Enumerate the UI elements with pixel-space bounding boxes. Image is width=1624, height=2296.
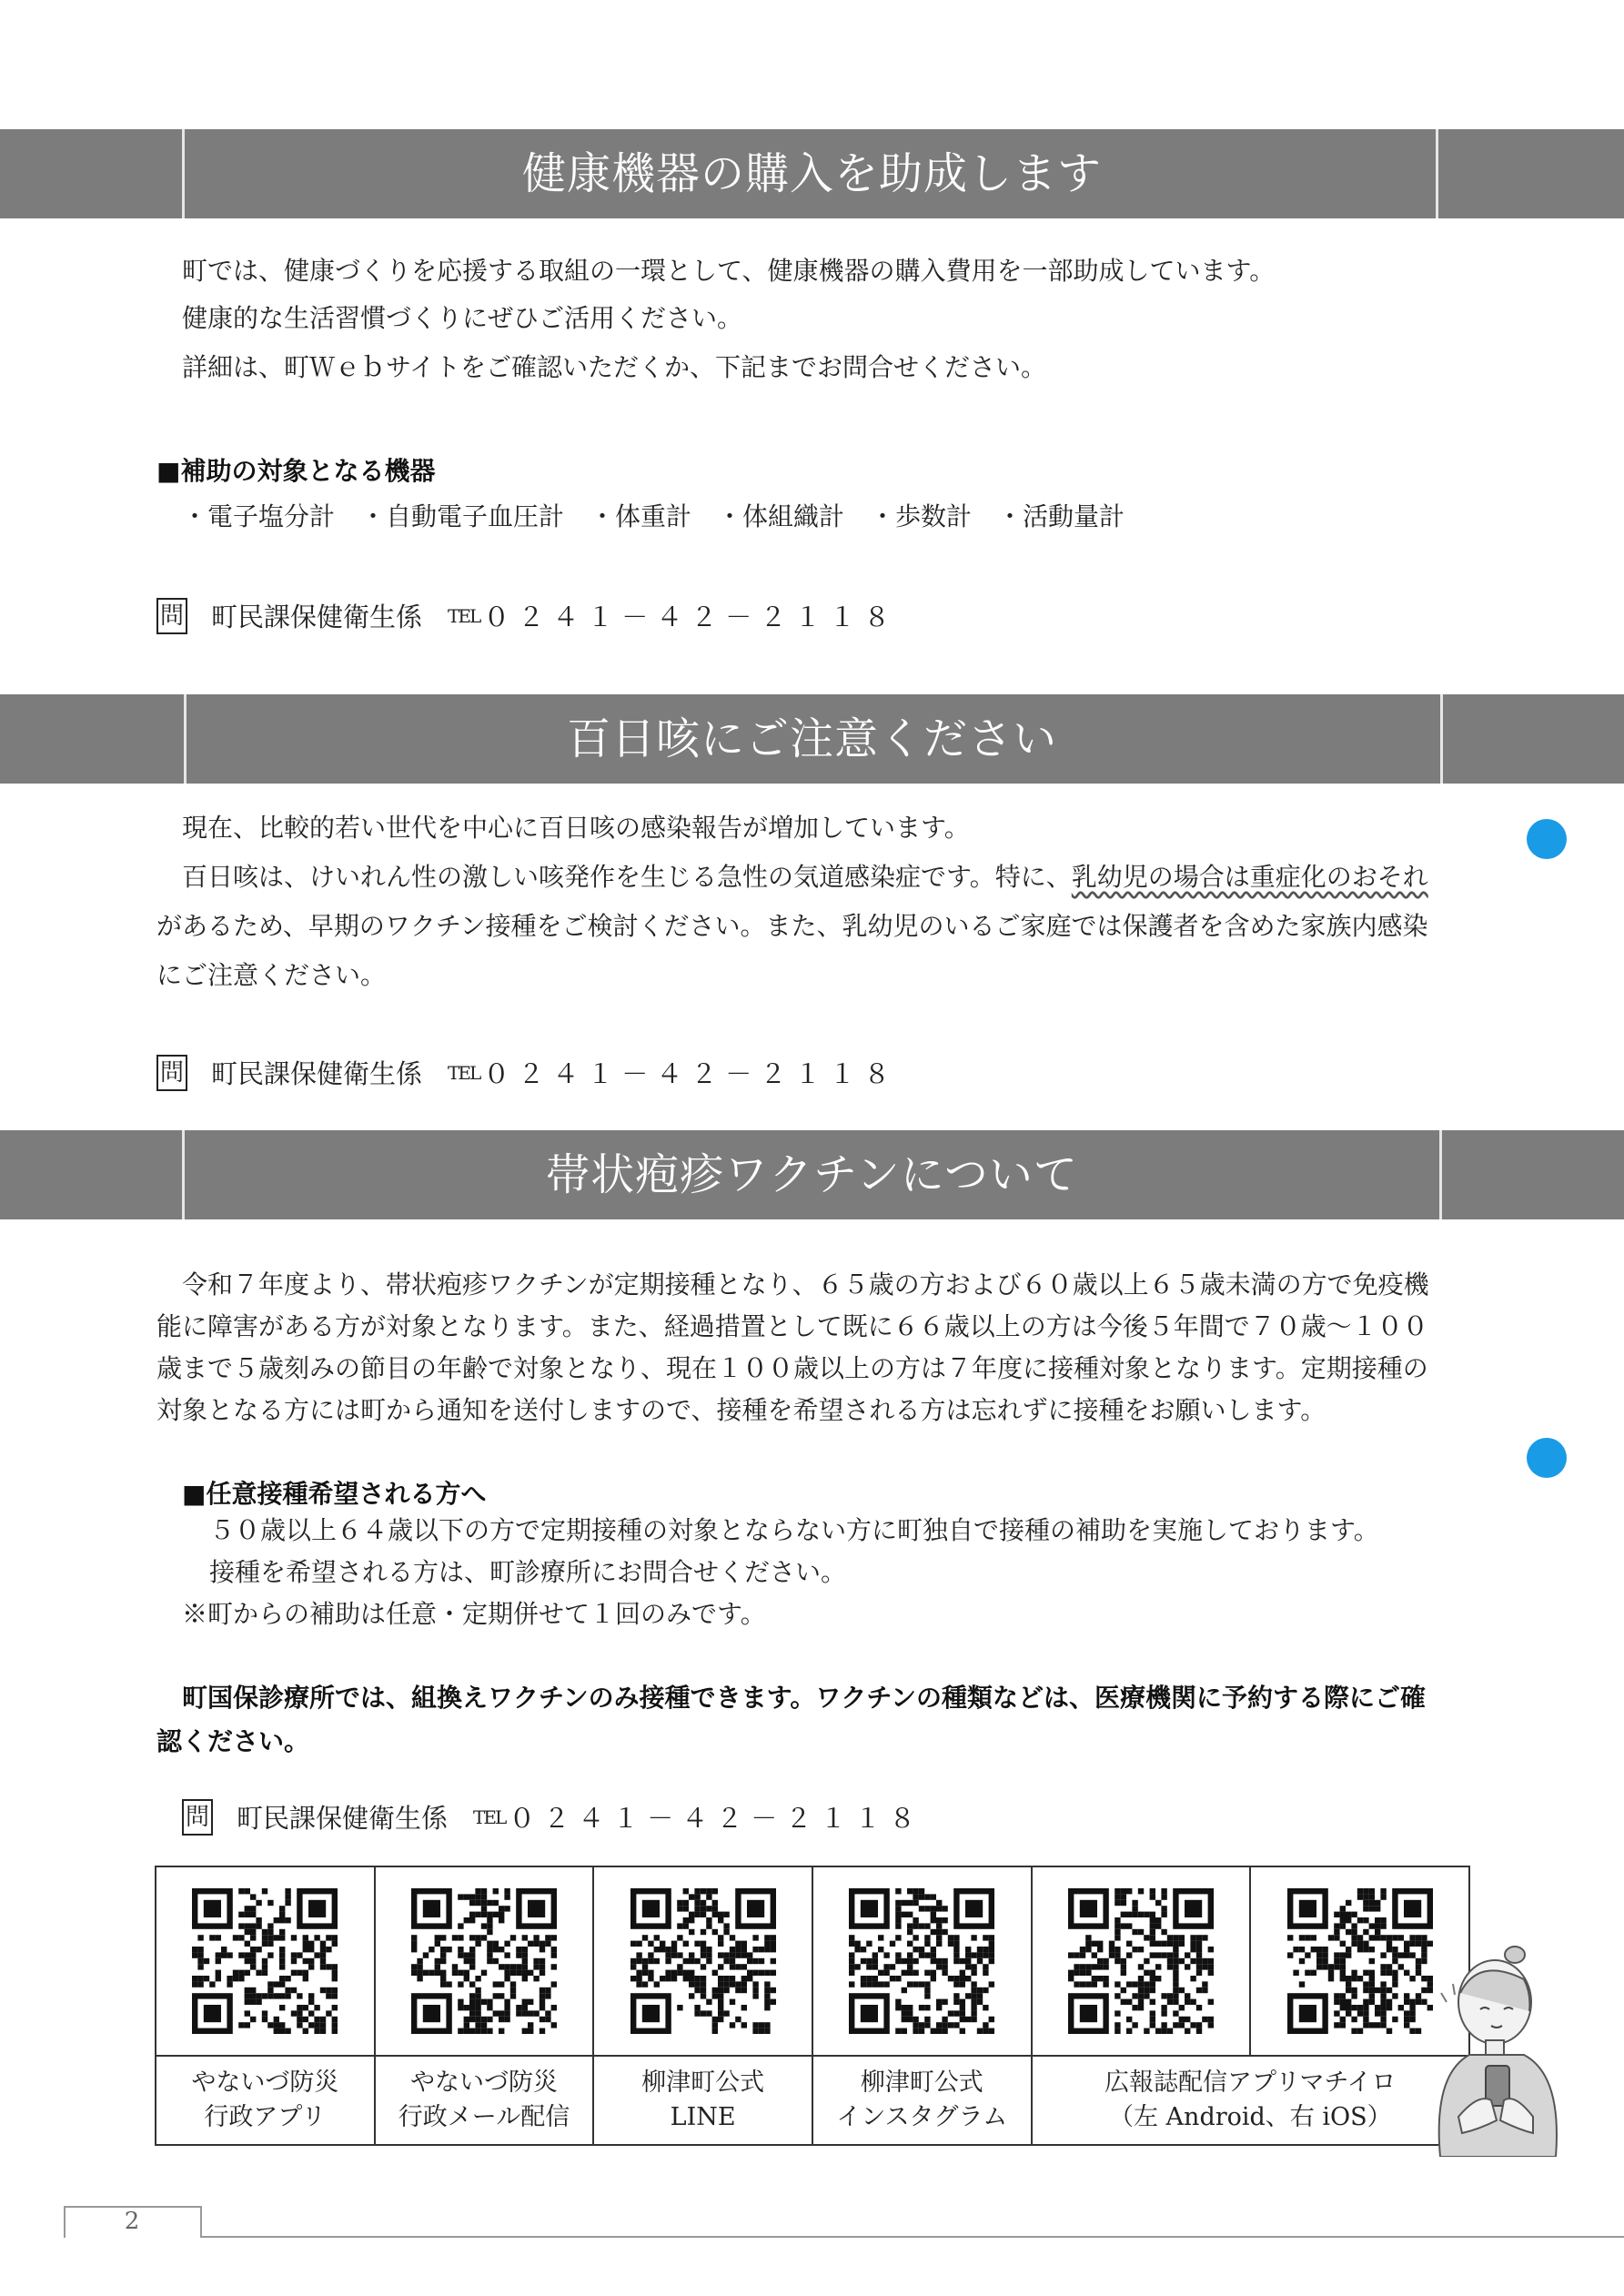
health-paragraph-1: 町では、健康づくりを応援する取組の一環として、健康機器の購入費用を一部助成しています。 <box>182 256 1276 286</box>
tel-label: TEL <box>473 1805 506 1828</box>
qr-label <box>1032 2056 1469 2145</box>
shingles-paragraph-4: 対象となる方には町から通知を送付しますので、接種を希望される方は忘れずに接種をお願いします。 <box>156 1395 1326 1425</box>
contact-line <box>182 1798 923 1836</box>
qr-cell <box>156 1866 375 2056</box>
qr-label-line-2: （左 Android、右 iOS） <box>1108 2103 1392 2131</box>
shingles-paragraph-2: 能に障害がある方が対象となります。また、経過措置として既に６６歳以上の方は今後５年間で７０歳～１００ <box>156 1311 1428 1341</box>
pertussis-emphasis: 乳幼児の場合は重症化のおそれ <box>1071 862 1428 892</box>
voluntary-line-1: ５０歳以上６４歳以下の方で定期接種の対象とならない方に町独自で接種の補助を実施しております。 <box>209 1515 1379 1545</box>
health-device-list: ・電子塩分計 ・自動電子血圧計 ・体重計 ・体組織計 ・歩数計 ・活動量計 <box>182 501 1125 531</box>
contact-dept: 町民課保健衛生係 <box>211 602 423 632</box>
pertussis-paragraph-4: にご注意ください。 <box>156 960 387 990</box>
qr-code-icon[interactable] <box>849 1888 994 2034</box>
qr-label-line-2: 行政アプリ <box>204 2103 327 2131</box>
qr-code-icon[interactable] <box>630 1888 776 2034</box>
qr-label <box>593 2056 812 2145</box>
section-title: 百日咳にご注意ください <box>566 713 1057 764</box>
pertussis-text: 百日咳は、けいれん性の激しい咳発作を生じる急性の気道感染症です。特に、 <box>182 862 1072 892</box>
contact-line <box>156 597 898 634</box>
qr-label-line-1: 柳津町公式 <box>641 2068 765 2097</box>
qr-label-line-2: 行政メール配信 <box>398 2103 570 2131</box>
section-header-pertussis <box>0 694 1624 784</box>
section-header-shingles <box>0 1130 1624 1219</box>
contact-dept: 町民課保健衛生係 <box>237 1803 449 1834</box>
tel-label: TEL <box>448 1061 480 1084</box>
footer-rule <box>64 2236 1624 2238</box>
qr-cell <box>1032 1866 1251 2056</box>
contact-number: ０２４１－４２－２１１８ <box>509 1803 924 1834</box>
blue-dot-marker <box>1527 819 1567 859</box>
clinic-note-line-2: 認ください。 <box>156 1726 310 1756</box>
voluntary-line-2: 接種を希望される方は、町診療所にお問合せください。 <box>209 1557 847 1587</box>
clinic-note-line-1: 町国保診療所では、組換えワクチンのみ接種できます。ワクチンの種類などは、医療機関に予約する際にご確 <box>182 1683 1426 1713</box>
tel-label: TEL <box>448 604 480 627</box>
inquiry-mark: 問 <box>156 1055 187 1091</box>
contact-number: ０２４１－４２－２１１８ <box>483 1058 899 1089</box>
qr-code-icon[interactable] <box>1287 1888 1433 2034</box>
qr-label <box>375 2056 594 2145</box>
qr-cell <box>375 1866 594 2056</box>
qr-cell <box>593 1866 812 2056</box>
section-header-health <box>0 129 1624 218</box>
contact-dept: 町民課保健衛生係 <box>211 1058 423 1089</box>
qr-label-line-1: やないづ防災 <box>191 2068 339 2097</box>
inquiry-mark: 問 <box>182 1799 213 1836</box>
shingles-paragraph-1: 令和７年度より、帯状疱疹ワクチンが定期接種となり、６５歳の方および６０歳以上６５歳未満の方で免疫機 <box>182 1269 1429 1300</box>
person-with-phone-illustration <box>1424 1938 1569 2157</box>
qr-label-line-1: 柳津町公式 <box>860 2068 983 2097</box>
health-paragraph-2: 健康的な生活習慣づくりにぜひご活用ください。 <box>182 303 743 333</box>
blue-dot-marker <box>1527 1438 1567 1478</box>
shingles-paragraph-3: 歳まで５歳刻みの節目の年齢で対象となり、現在１００歳以上の方は７年度に接種対象となります。定期接種の <box>156 1353 1428 1383</box>
pertussis-paragraph-3: があるため、早期のワクチン接種をご検討ください。また、乳幼児のいるご家庭では保護者を含めた家族内感染 <box>156 911 1428 941</box>
contact-number: ０２４１－４２－２１１８ <box>483 602 899 632</box>
pertussis-paragraph-2 <box>182 861 1428 894</box>
section-title: 帯状疱疹ワクチンについて <box>546 1149 1078 1200</box>
pertussis-paragraph-1: 現在、比較的若い世代を中心に百日咳の感染報告が増加しています。 <box>182 813 970 843</box>
qr-code-icon[interactable] <box>411 1888 557 2034</box>
qr-label <box>156 2056 375 2145</box>
qr-label-line-2: LINE <box>670 2103 736 2131</box>
qr-code-icon[interactable] <box>192 1888 338 2034</box>
qr-cell <box>812 1866 1032 2056</box>
contact-line <box>156 1054 898 1091</box>
health-paragraph-3: 詳細は、町Ｗｅｂサイトをご確認いただくか、下記までお問合せください。 <box>182 352 1047 382</box>
qr-label-line-2: インスタグラム <box>836 2103 1008 2131</box>
health-subheading: ■補助の対象となる機器 <box>156 456 436 486</box>
qr-label-line-1: やないづ防災 <box>409 2068 558 2097</box>
qr-label <box>812 2056 1032 2145</box>
shingles-subheading: ■任意接種希望される方へ <box>182 1479 487 1509</box>
qr-code-table <box>155 1866 1470 2146</box>
page-number: 2 <box>124 2208 140 2235</box>
qr-label-line-1: 広報誌配信アプリマチイロ <box>1105 2068 1397 2097</box>
section-title: 健康機器の購入を助成します <box>521 148 1102 199</box>
inquiry-mark: 問 <box>156 598 187 634</box>
qr-code-icon[interactable] <box>1068 1888 1214 2034</box>
voluntary-line-3: ※町からの補助は任意・定期併せて１回のみです。 <box>182 1599 766 1629</box>
